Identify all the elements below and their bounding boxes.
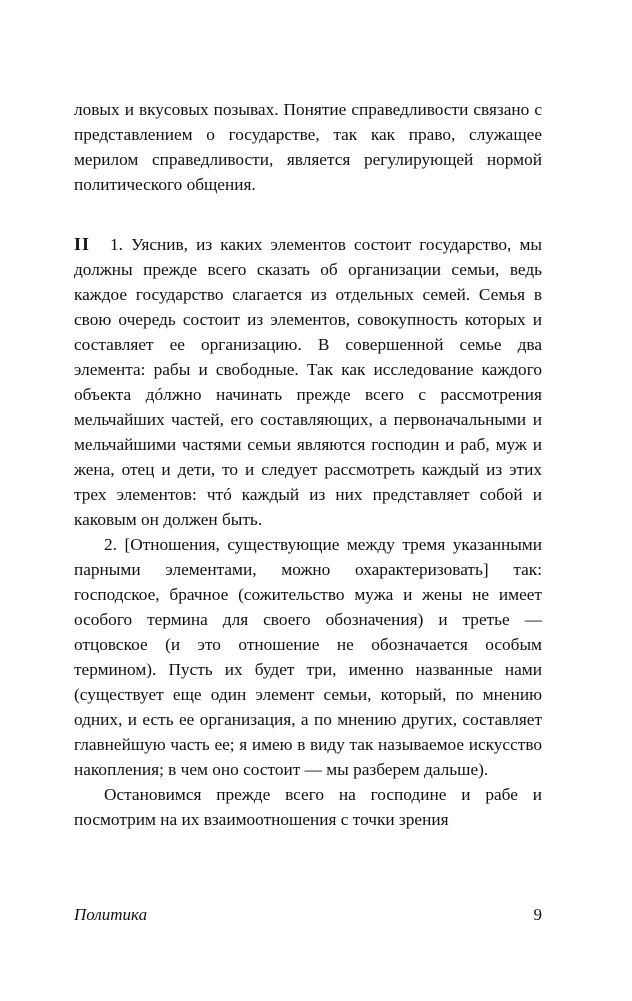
text-block-top xyxy=(74,97,542,197)
paragraph-section-start xyxy=(74,232,542,532)
paragraph: Остановимся прежде всего на господине и рабе и посмотрим на их взаимоотношения с точки зрения xyxy=(74,785,542,829)
paragraph-continuation: ловых и вкусовых позывах. Понятие справедливости связано с представлением о государстве, так как право, служащее мерилом справедливости, является регулирующей нормой политического общения. xyxy=(74,100,542,194)
page-number: 9 xyxy=(533,905,542,924)
paragraph: 2. [Отношения, существующие между тремя указанными парными элементами, можно охарактеризовать] так: господское, брачное (сожительство мужа и жены не имеет особого термина для своего обозначения) и третье — отцовское (и это отношение не обозначается особым термином). Пусть их будет три, именно названные нами (существует еще один элемент семьи, который, по мнению одних, и есть ее организация, а по мнению других, составляет главнейшую часть ее; я имею в виду так называемое искусство накопления; в чем оно состоит — мы разберем дальше). xyxy=(74,535,542,779)
running-title: Политика xyxy=(74,905,148,924)
section-marker: II xyxy=(74,234,91,254)
text-block-section xyxy=(74,232,542,832)
paragraph-text: 1. Уяснив, из каких элементов состоит государство, мы должны прежде всего сказать об организации семьи, ведь каждое государство слагается из отдельных семей. Семья в свою очередь состоит из элементов, совокупность которых и составляет ее организацию. В совершенной семье два элемента: рабы и свободные. Так как исследование каждого объекта дóлжно начинать прежде всего с рассмотрения мельчайших частей, его составляющих, а первоначальными и мельчайшими частями семьи являются господин и раб, муж и жена, отец и дети, то и следует рассмотреть каждый из этих трех элементов: чтó каждый из них представляет собой и каковым он должен быть. xyxy=(74,235,542,529)
